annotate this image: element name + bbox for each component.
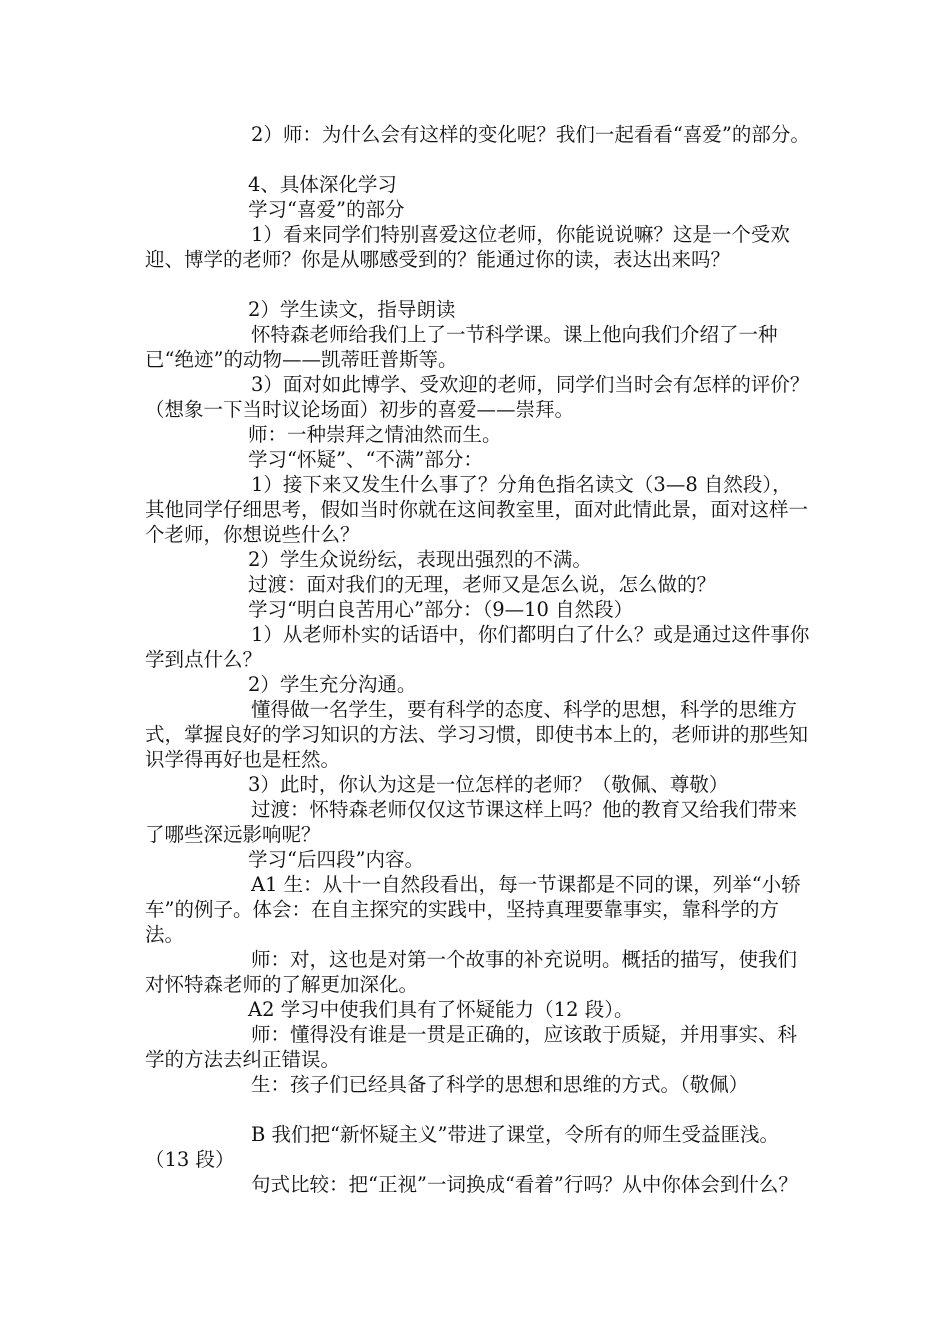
subheading-understand: 学习“明白良苦用心”部分：（9—10 自然段）	[248, 598, 634, 621]
paragraph-love-3: 3）面对如此博学、受欢迎的老师，同学们当时会有怎样的评价？（想象一下当时议论场面）初步的喜爱——崇拜。	[145, 373, 810, 421]
paragraph-understand-2: 2）学生充分沟通。	[248, 673, 417, 696]
paragraph-b: B 我们把“新怀疑主义”带进了课堂，令所有的师生受益匪浅。（13 段）	[145, 1123, 779, 1171]
paragraph-love-1: 1）看来同学们特别喜爱这位老师，你能说说嘛？这是一个受欢迎、博学的老师？你是从哪感受到的？能通过你的读，表达出来吗？	[145, 223, 790, 271]
paragraph-love-2: 2）学生读文，指导朗读	[248, 298, 456, 321]
paragraph-understand-1: 1）从老师朴实的话语中，你们都明白了什么？或是通过这件事你学到点什么？	[145, 623, 810, 671]
paragraph-a2: A2 学习中使我们具有了怀疑能力（12 段）。	[248, 998, 634, 1021]
paragraph-understand-3: 3）此时，你认为这是一位怎样的老师？（敬佩、尊敬）	[248, 773, 729, 796]
paragraph-transition-1: 过渡：面对我们的无理，老师又是怎么说，怎么做的？	[248, 573, 717, 596]
paragraph-sentence-compare: 句式比较：把“正视”一词换成“看着”行吗？从中你体会到什么？	[251, 1173, 798, 1196]
paragraph-teacher-question: 2）师：为什么会有这样的变化呢？我们一起看看“喜爱”的部分。	[251, 123, 810, 146]
paragraph-science-class: 怀特森老师给我们上了一节科学课。课上他向我们介绍了一种已“绝迹”的动物——凯蒂旺普斯等。	[145, 323, 778, 371]
paragraph-a2-teacher: 师：懂得没有谁是一贯是正确的，应该敢于质疑，并用事实、科学的方法去纠正错误。	[145, 1023, 798, 1071]
paragraph-a1-student: A1 生：从十一自然段看出，每一节课都是不同的课，列举“小轿车”的例子。体会：在自主探究的实践中，坚持真理要靠事实，靠科学的方法。	[145, 873, 801, 946]
paragraph-doubt-2: 2）学生众说纷纭，表现出强烈的不满。	[248, 548, 592, 571]
paragraph-doubt-1: 1）接下来又发生什么事了？分角色指名读文（3—8 自然段），其他同学仔细思考，假如当时你就在这间教室里，面对此情此景，面对这样一个老师，你想说些什么？	[145, 473, 809, 546]
paragraph-scientific-attitude: 懂得做一名学生，要有科学的态度、科学的思想，科学的思维方式，掌握良好的学习知识的方法、学习习惯，即使书本上的，老师讲的那些知识学得再好也是枉然。	[145, 698, 809, 771]
subheading-love: 学习“喜爱”的部分	[248, 198, 405, 221]
subheading-last-four: 学习“后四段”内容。	[248, 848, 424, 871]
subheading-doubt: 学习“怀疑”、“不满”部分：	[248, 448, 483, 471]
paragraph-a2-student: 生：孩子们已经具备了科学的思想和思维的方式。（敬佩）	[251, 1073, 749, 1096]
paragraph-transition-2: 过渡：怀特森老师仅仅这节课这样上吗？他的教育又给我们带来了哪些深远影响呢？	[145, 798, 798, 846]
section-heading-deepen: 4、具体深化学习	[248, 173, 397, 196]
paragraph-a1-teacher: 师：对，这也是对第一个故事的补充说明。概括的描写，使我们对怀特森老师的了解更加深化。	[145, 948, 798, 996]
paragraph-teacher-admiration: 师：一种崇拜之情油然而生。	[248, 423, 502, 446]
